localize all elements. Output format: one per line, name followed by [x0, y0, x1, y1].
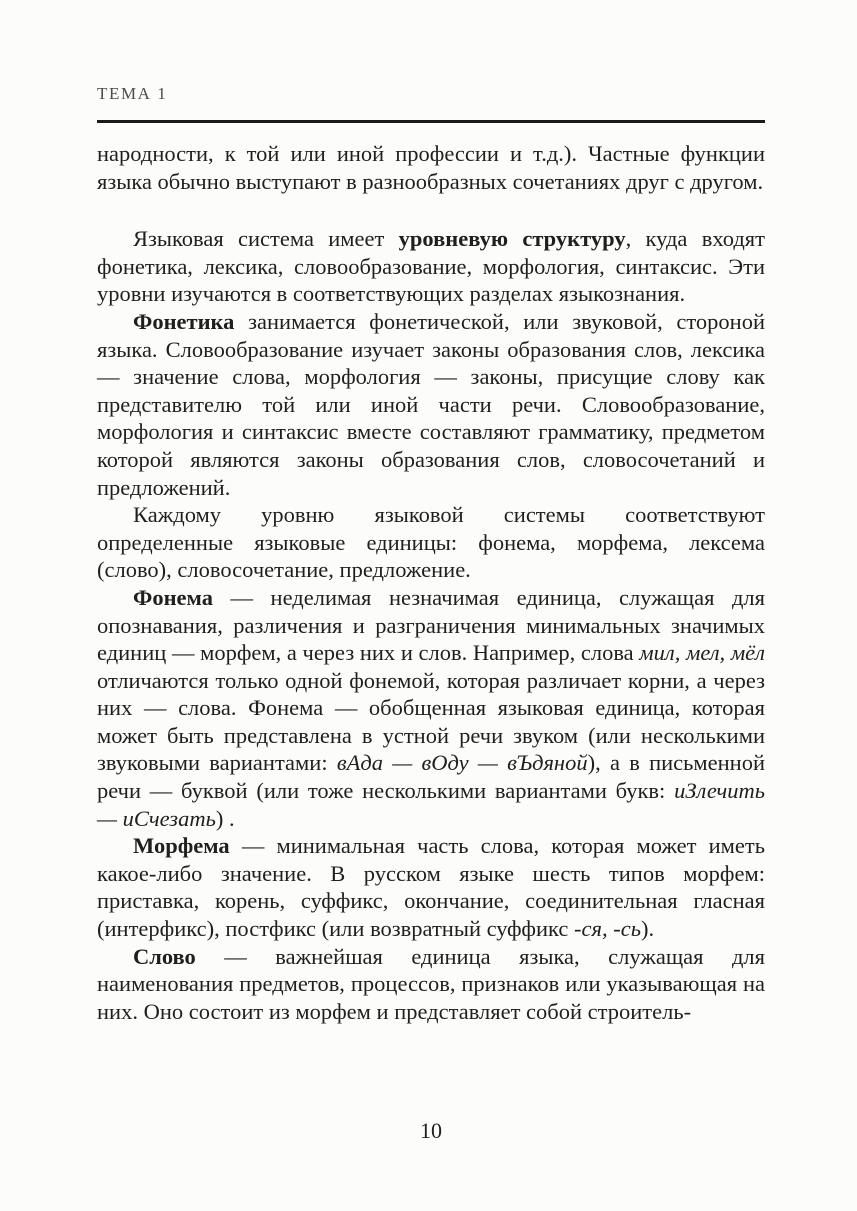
- paragraph: [97, 308, 765, 501]
- example-italic: вАда — вОду — вЪдяной: [336, 750, 588, 776]
- paragraph: [97, 943, 765, 1026]
- paragraph: [97, 501, 765, 584]
- term-bold: уровневую структуру: [398, 226, 626, 252]
- term-bold: Фонетика: [133, 308, 235, 334]
- running-head-topic: ТЕМА 1: [97, 84, 168, 103]
- header-rule: [97, 120, 765, 123]
- term-bold: Фонема: [133, 584, 213, 610]
- page-number: 10: [420, 1118, 442, 1143]
- text-run: ) .: [215, 805, 235, 831]
- paragraph: [97, 584, 765, 832]
- text-run: — минимальная часть слова, которая может иметь какое-либо значение. В русском языке шесть типов морфем: приставка, корень, суффикс, окончание, соединительная гласная (интерфикс), постфикс (или возвратный суффикс: [97, 833, 765, 942]
- paragraph: [97, 140, 765, 195]
- text-run: — неделимая незначимая единица, служащая для опознавания, различения и разграничения минимальных значимых единиц — морфем, а через них и слов. Например, слова: [97, 584, 765, 666]
- example-italic: -ся, -сь: [574, 916, 641, 942]
- paragraph: [97, 832, 765, 942]
- text-block: [97, 140, 765, 1025]
- text-run: , куда входят фонетика, лексика, словообразование, морфология, синтаксис. Эти уровни изучаются в соответствующих разделах языкознания.: [97, 226, 765, 307]
- text-run: — важнейшая единица языка, служащая для наименования предметов, процессов, признаков или указывающая на них. Оно состоит из морфем и представляет собой строитель-: [97, 943, 765, 1024]
- text-run: занимается фонетической, или звуковой, стороной языка. Словообразование изучает законы образования слов, лексика — значение слова, морфология — законы, присущие слову как представителю той или иной части речи. Словообразование, морфология и синтаксис вместе составляют грамматику, предметом которой являются законы образования слов, словосочетаний и предложений.: [97, 308, 765, 500]
- text-run: отличаются только одной фонемой, которая различает корни, а через них — слова. Фонема — обобщенная языковая единица, которая может быть представлена в устной речи звуком (или несколькими звуковыми вариантами:: [97, 667, 765, 776]
- text-run: народности, к той или иной профессии и т.д.). Частные функции языка обычно выступают в разнообразных сочетаниях друг с другом.: [97, 141, 765, 194]
- text-run: ), а в письменной речи — буквой (или тоже несколькими вариантами букв:: [97, 750, 766, 804]
- text-run: Каждому уровню языковой системы соответствуют определенные языковые единицы: фонема, морфема, лексема (слово), словосочетание, предложение.: [97, 502, 765, 583]
- text-run: Языковая система имеет: [133, 226, 399, 252]
- term-bold: Слово: [133, 943, 196, 969]
- example-italic: мил, мел, мёл: [639, 640, 765, 666]
- paragraph: [97, 225, 765, 308]
- example-italic: иЗлечить — иСчезать: [97, 778, 765, 831]
- term-bold: Морфема: [133, 833, 230, 859]
- text-run: ).: [640, 916, 655, 942]
